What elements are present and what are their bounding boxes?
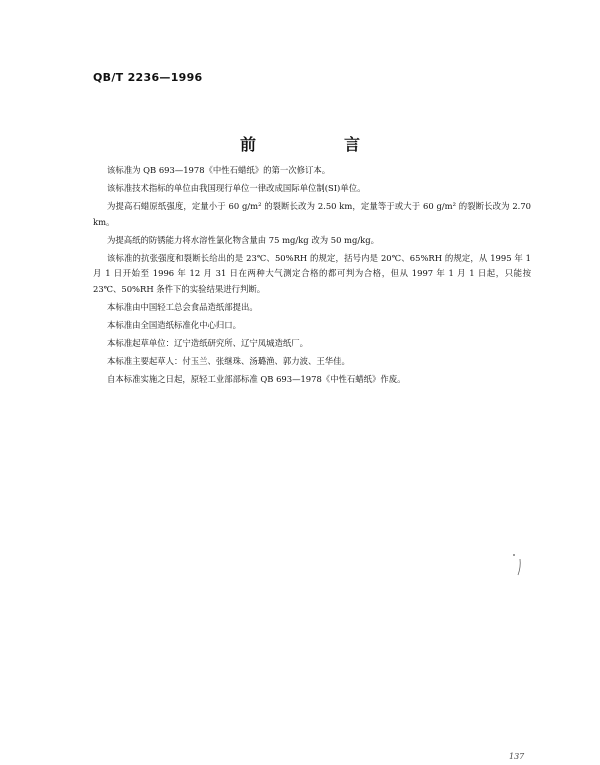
- paragraph-superseded: 自本标准实施之日起，原轻工业部部标准 QB 693—1978《中性石蜡纸》作废。: [107, 374, 406, 385]
- paragraph-proposed-by: 本标准由中国轻工总会食品造纸部提出。: [107, 301, 258, 312]
- paragraph-drafting-units: 本标准起草单位：辽宁造纸研究所、辽宁凤城造纸厂。: [107, 338, 308, 349]
- standard-code: QB/T 2236—1996: [93, 71, 203, 84]
- foreword-body: [93, 163, 531, 390]
- scan-specks: [500, 545, 530, 585]
- page-title: 前 言: [239, 135, 396, 154]
- paragraph-breaking-length: 为提高石蜡原纸强度，定量小于 60 g/m² 的裂断长改为 2.50 km，定量等于或大于 60 g/m² 的裂断长改为 2.70 km。: [93, 201, 531, 227]
- paragraph-drafters: 本标准主要起草人：付玉兰、张继珠、汤璐渔、郭力波、王华佳。: [107, 356, 350, 367]
- page-number: 137: [509, 752, 525, 761]
- paragraph-chloride-content: 为提高纸的防锈能力将水溶性氯化物含量由 75 mg/kg 改为 50 mg/kg。: [107, 234, 379, 245]
- paragraph-si-units: 该标准技术指标的单位由我国现行单位一律改成国际单位制(SI)单位。: [107, 183, 366, 194]
- paragraph-revision-note: 该标准为 QB 693—1978《中性石蜡纸》的第一次修订本。: [107, 165, 331, 175]
- paragraph-test-conditions: 该标准的抗张强度和裂断长给出的是 23℃、50%RH 的规定，括号内是 20℃、65%RH 的规定，从 1995 年 1 月 1 日开始至 1996 年 12 月 31 日在两种大气测定合格的都可判为合格，但从 1997 年 1 月 1 日起，只能按 23℃、50%RH 条件下的实验结果进行判断。: [93, 252, 531, 294]
- paragraph-centralized-by: 本标准由全国造纸标准化中心归口。: [107, 320, 241, 331]
